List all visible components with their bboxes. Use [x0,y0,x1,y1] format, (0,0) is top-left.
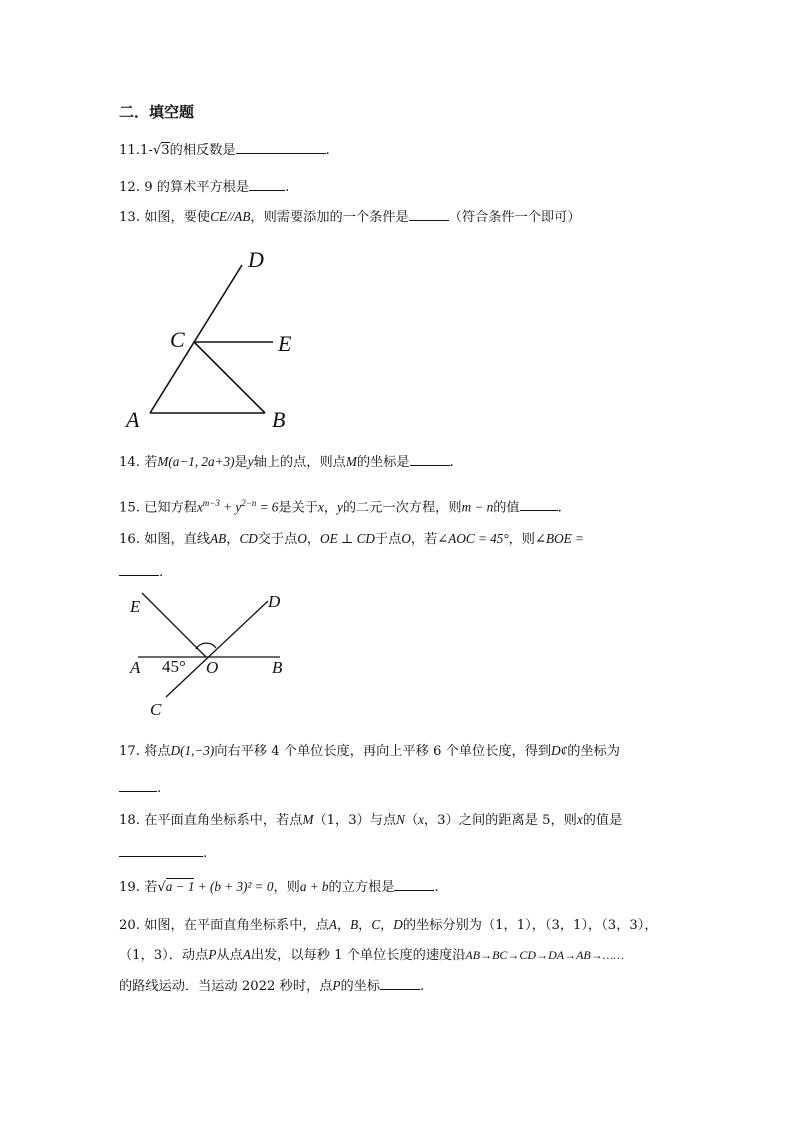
label-a: A [130,658,141,677]
answer-blank[interactable] [119,778,157,792]
label-o: O [206,658,219,677]
sqrt-sign: √ [157,880,166,895]
question-18-answer-line: . [119,843,207,863]
answer-blank[interactable] [520,497,558,511]
answer-blank[interactable] [380,976,420,990]
figure-13 [118,245,318,435]
figure-16 [118,585,308,720]
angle-arc-eod [196,643,216,649]
question-13: 13. 如图，要使CE//AB，则需要添加的一个条件是 （符合条件一个即可） [119,209,581,225]
label-d: D [248,247,264,272]
label-d: D [268,592,281,611]
answer-blank[interactable] [409,207,449,221]
question-11: 11.1-√3的相反数是 . [119,140,330,160]
question-12: 12. 9 的算术平方根是 . [119,177,289,197]
question-15: 15. 已知方程$x^{m-3} + y^{2-n} = 6$是关于x，y的二元一次方程，则m − n的值 . [119,498,562,516]
label-angle: 45° [162,657,186,676]
question-16-answer-line: . [119,562,163,582]
question-19: 19. 若√a − 1 + (b + 3)² = 0，则a + b的立方根是 . [119,879,439,895]
question-20-line-2: （1，3）．动点P从点A出发，以每秒 1 个单位长度的速度沿AB→BC→CD→DA→AB→…… [119,947,625,963]
answer-blank[interactable] [249,177,285,191]
line-cd [150,265,242,413]
question-14: 14. 若M(a−1, 2a+3)是y轴上的点，则点M的坐标是 . [119,454,454,470]
question-17-answer-line: . [119,778,161,798]
question-16: 16. 如图，直线AB，CD交于点O，OE ⊥ CD于点O，若∠AOC = 45°，则∠BOE = [119,531,584,547]
answer-blank[interactable] [119,562,159,576]
question-18: 18. 在平面直角坐标系中，若点M（1，3）与点N（x，3）之间的距离是 5，则x的值是 [119,812,623,828]
answer-blank[interactable] [236,140,326,154]
question-20-line-1: 20. 如图，在平面直角坐标系中，点A，B，C，D的坐标分别为（1，1），（3，1），（3，3）， [119,917,658,933]
label-e: E [278,331,292,356]
label-c: C [170,327,185,352]
label-e: E [130,597,141,616]
label-b: B [272,407,286,432]
answer-blank[interactable] [394,877,434,891]
question-20-line-3: 的路线运动．当运动 2022 秒时，点P的坐标 . [119,978,425,994]
answer-blank[interactable] [410,452,450,466]
answer-blank[interactable] [119,843,203,857]
section-title: 二．填空题 [119,103,195,121]
label-c: C [150,700,162,719]
sqrt-sign: √ [152,143,162,158]
question-17: 17. 将点D(1,−3)向右平移 4 个单位长度，再向上平移 6 个单位长度，得到D¢的坐标为 [119,743,620,759]
label-b: B [272,658,283,677]
label-a: A [126,407,140,432]
line-cd [166,601,268,697]
line-cb [194,342,265,413]
sqrt-radicand: 3 [161,143,170,158]
